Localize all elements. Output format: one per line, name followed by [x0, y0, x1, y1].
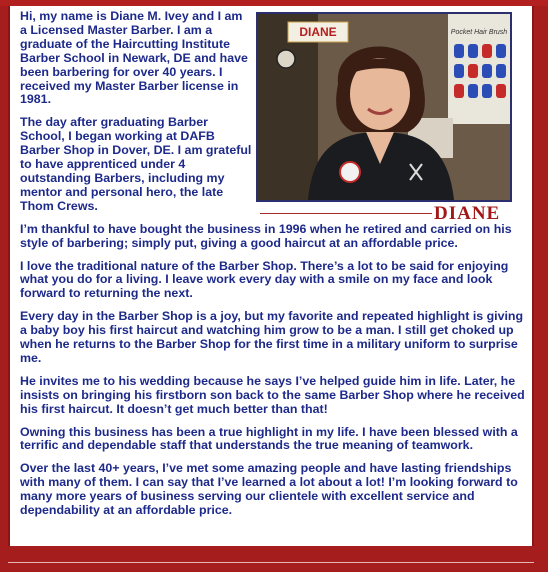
- photo-illustration: [258, 14, 510, 200]
- bio-paragraph-3-text: I’m thankful to have bought the business in 1996 when he retired and carried on his style of barbering; simply put, giving a good haircut at an affordable price.: [20, 221, 512, 250]
- patch-icon: [340, 162, 360, 182]
- bio-paragraph-2: The day after graduating Barber School, I began working at DAFB Barber Shop in Dover, DE. I am grateful to have apprenticed under 4 outstanding Barbers, including my mentor and personal hero, the late Thom Crews.: [20, 115, 252, 213]
- bio-paragraph-5: Every day in the Barber Shop is a joy, but my favorite and repeated highlight is giving a baby boy his first haircut and watching him grow to be a man. I still get choked up when he returns to the Barber Shop for the first time in a military uniform to surprise me.: [20, 309, 524, 365]
- bottom-frame: [0, 546, 548, 572]
- signature-divider: [260, 213, 432, 214]
- diane-photo: [258, 14, 510, 200]
- wall-clock-icon: [277, 50, 295, 68]
- bio-paragraph-8: Over the last 40+ years, I’ve met some amazing people and have lasting friendships with many of them. I can say that I’ve learned a lot about a lot! I’m looking forward to many more years of business serving our clientele with excellent service and dependability at an affordable price.: [20, 461, 518, 518]
- diane-photo-frame: [256, 12, 512, 202]
- board-label: Pocket Hair Brush: [450, 29, 508, 36]
- bio-paragraph-4: I love the traditional nature of the Barber Shop. There’s a lot to be said for enjoying what you do for a living. I leave work every day with a smile on my face and look forward to returning the next.: [20, 258, 509, 301]
- name-sign-text: DIANE: [299, 25, 337, 39]
- bio-paragraph-7: Owning this business has been a true highlight in my life. I have been blessed with a terrific and dependable staff that understands the true meaning of teamwork.: [20, 424, 518, 453]
- bottom-divider: [8, 562, 534, 563]
- bio-paragraph-6: He invites me to his wedding because he says I’ve helped guide him in life. Later, he insists on bringing his firstborn son back to the same Barber Shop where he received his first haircut. It doesn’t get much better than that!: [20, 373, 525, 416]
- bio-paragraph-3: [20, 223, 530, 251]
- signature: DIANE: [434, 203, 501, 224]
- bio-paragraph-1: Hi, my name is Diane M. Ivey and I am a Licensed Master Barber. I am a graduate of the Haircutting Institute Barber School in Newark, DE and have been barbering for over 40 years. I received my Master Barber license in 1981.: [20, 9, 248, 107]
